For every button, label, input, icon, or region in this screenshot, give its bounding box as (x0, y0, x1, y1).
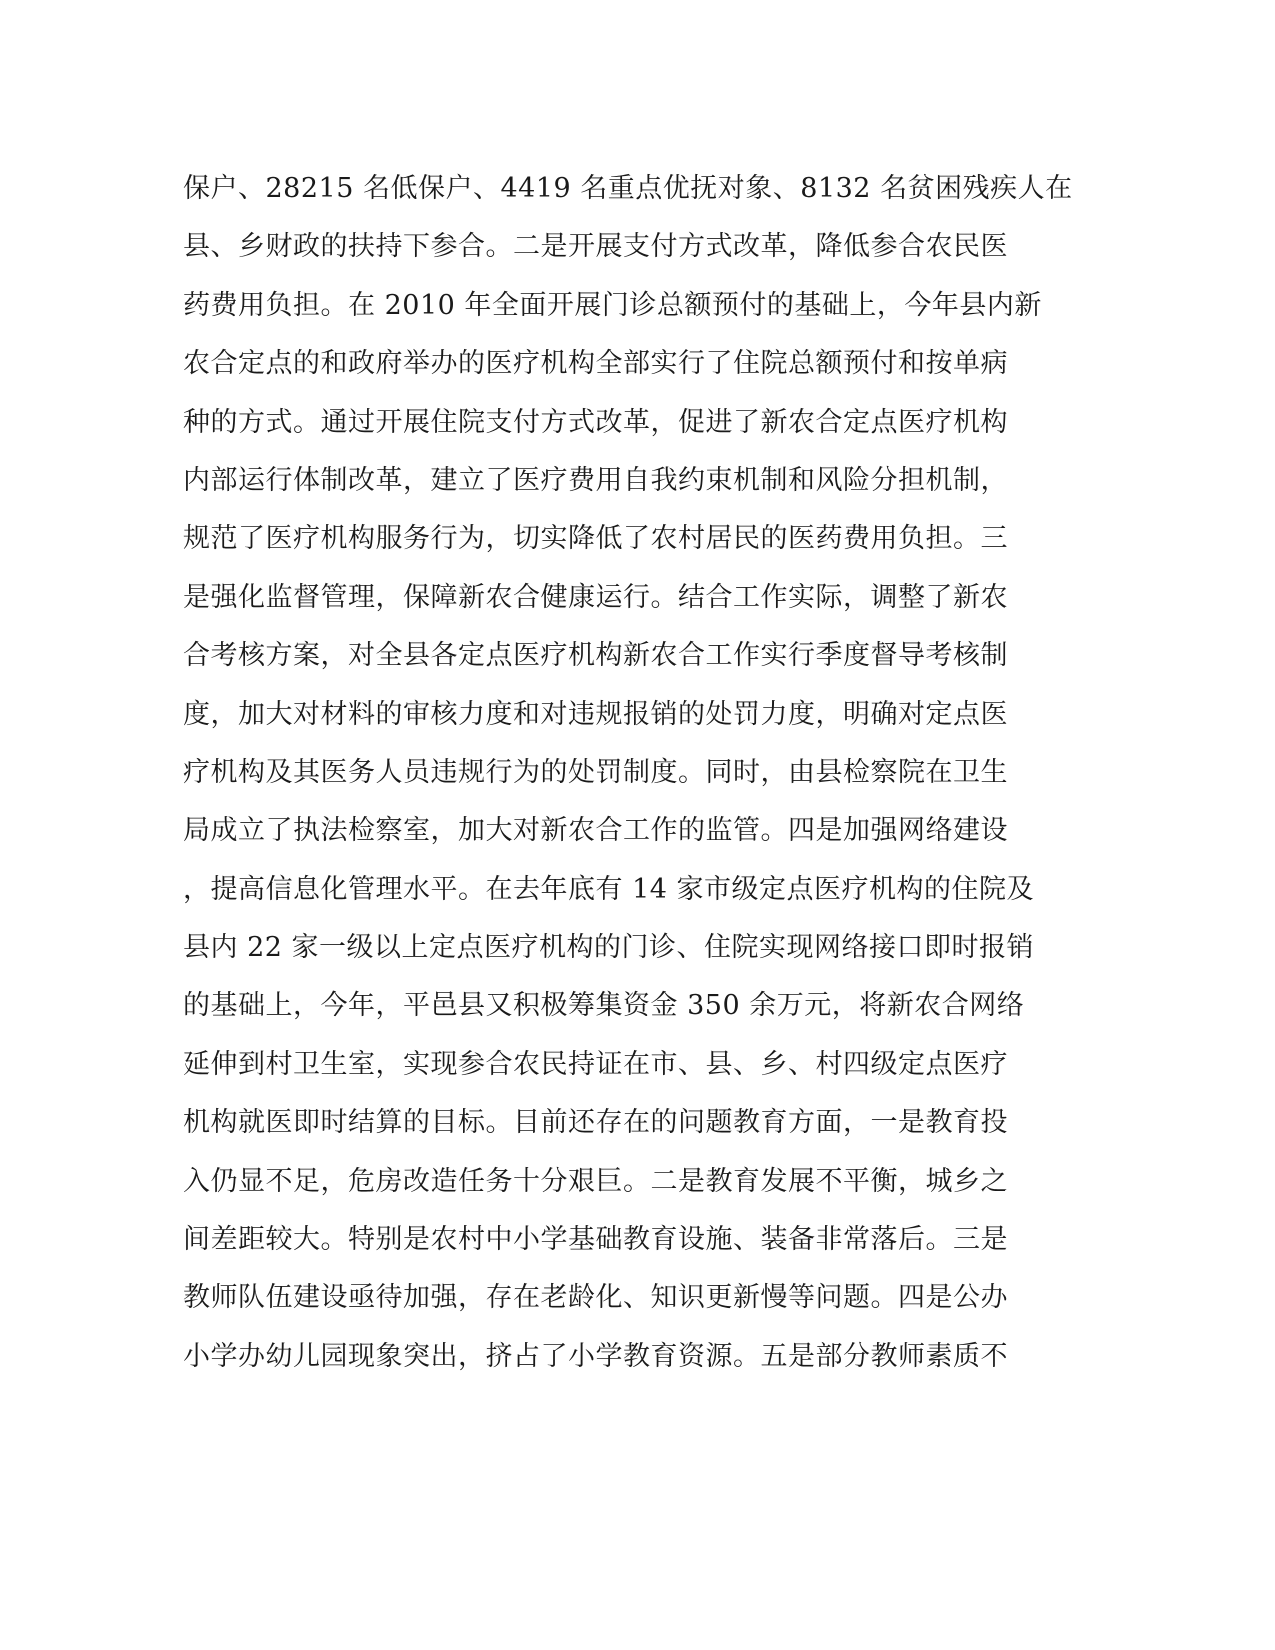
text-line: 农合定点的和政府举办的医疗机构全部实行了住院总额预付和按单病 (183, 348, 1008, 380)
text-line: 药费用负担。在 2010 年全面开展门诊总额预付的基础上，今年县内新 (183, 289, 1042, 321)
text-line: 是强化监督管理，保障新农合健康运行。结合工作实际，调整了新农 (183, 581, 1008, 613)
text-line: 县、乡财政的扶持下参合。二是开展支付方式改革，降低参合农民医 (183, 231, 1008, 263)
text-line: 度，加大对材料的审核力度和对违规报销的处罚力度，明确对定点医 (183, 698, 1008, 730)
text-line: ，提高信息化管理水平。在去年底有 14 家市级定点医疗机构的住院及 (183, 873, 1035, 905)
text-line: 小学办幼儿园现象突出，挤占了小学教育资源。五是部分教师素质不 (183, 1340, 1008, 1372)
text-line: 保户、28215 名低保户、4419 名重点优抚对象、8132 名贫困残疾人在 (183, 173, 1073, 204)
text-line: 县内 22 家一级以上定点医疗机构的门诊、住院实现网络接口即时报销 (183, 932, 1035, 964)
text-line: 入仍显不足，危房改造任务十分艰巨。二是教育发展不平衡，城乡之 (183, 1165, 1008, 1197)
text-line: 种的方式。通过开展住院支付方式改革，促进了新农合定点医疗机构 (183, 406, 1008, 438)
text-line: 内部运行体制改革，建立了医疗费用自我约束机制和风险分担机制， (183, 464, 1008, 496)
text-line: 机构就医即时结算的目标。目前还存在的问题教育方面，一是教育投 (183, 1107, 1008, 1139)
text-line: 间差距较大。特别是农村中小学基础教育设施、装备非常落后。三是 (183, 1224, 1008, 1256)
text-line: 教师队伍建设亟待加强，存在老龄化、知识更新慢等问题。四是公办 (183, 1282, 1008, 1314)
text-line: 延伸到村卫生室，实现参合农民持证在市、县、乡、村四级定点医疗 (183, 1048, 1008, 1080)
text-line: 的基础上，今年，平邑县又积极筹集资金 350 余万元，将新农合网络 (183, 990, 1025, 1022)
text-line: 规范了医疗机构服务行为，切实降低了农村居民的医药费用负担。三 (183, 523, 1008, 555)
text-line: 局成立了执法检察室，加大对新农合工作的监管。四是加强网络建设 (183, 815, 1008, 847)
text-line: 合考核方案，对全县各定点医疗机构新农合工作实行季度督导考核制 (183, 640, 1008, 672)
body-text (183, 160, 1073, 1386)
text-line: 疗机构及其医务人员违规行为的处罚制度。同时，由县检察院在卫生 (183, 756, 1008, 788)
